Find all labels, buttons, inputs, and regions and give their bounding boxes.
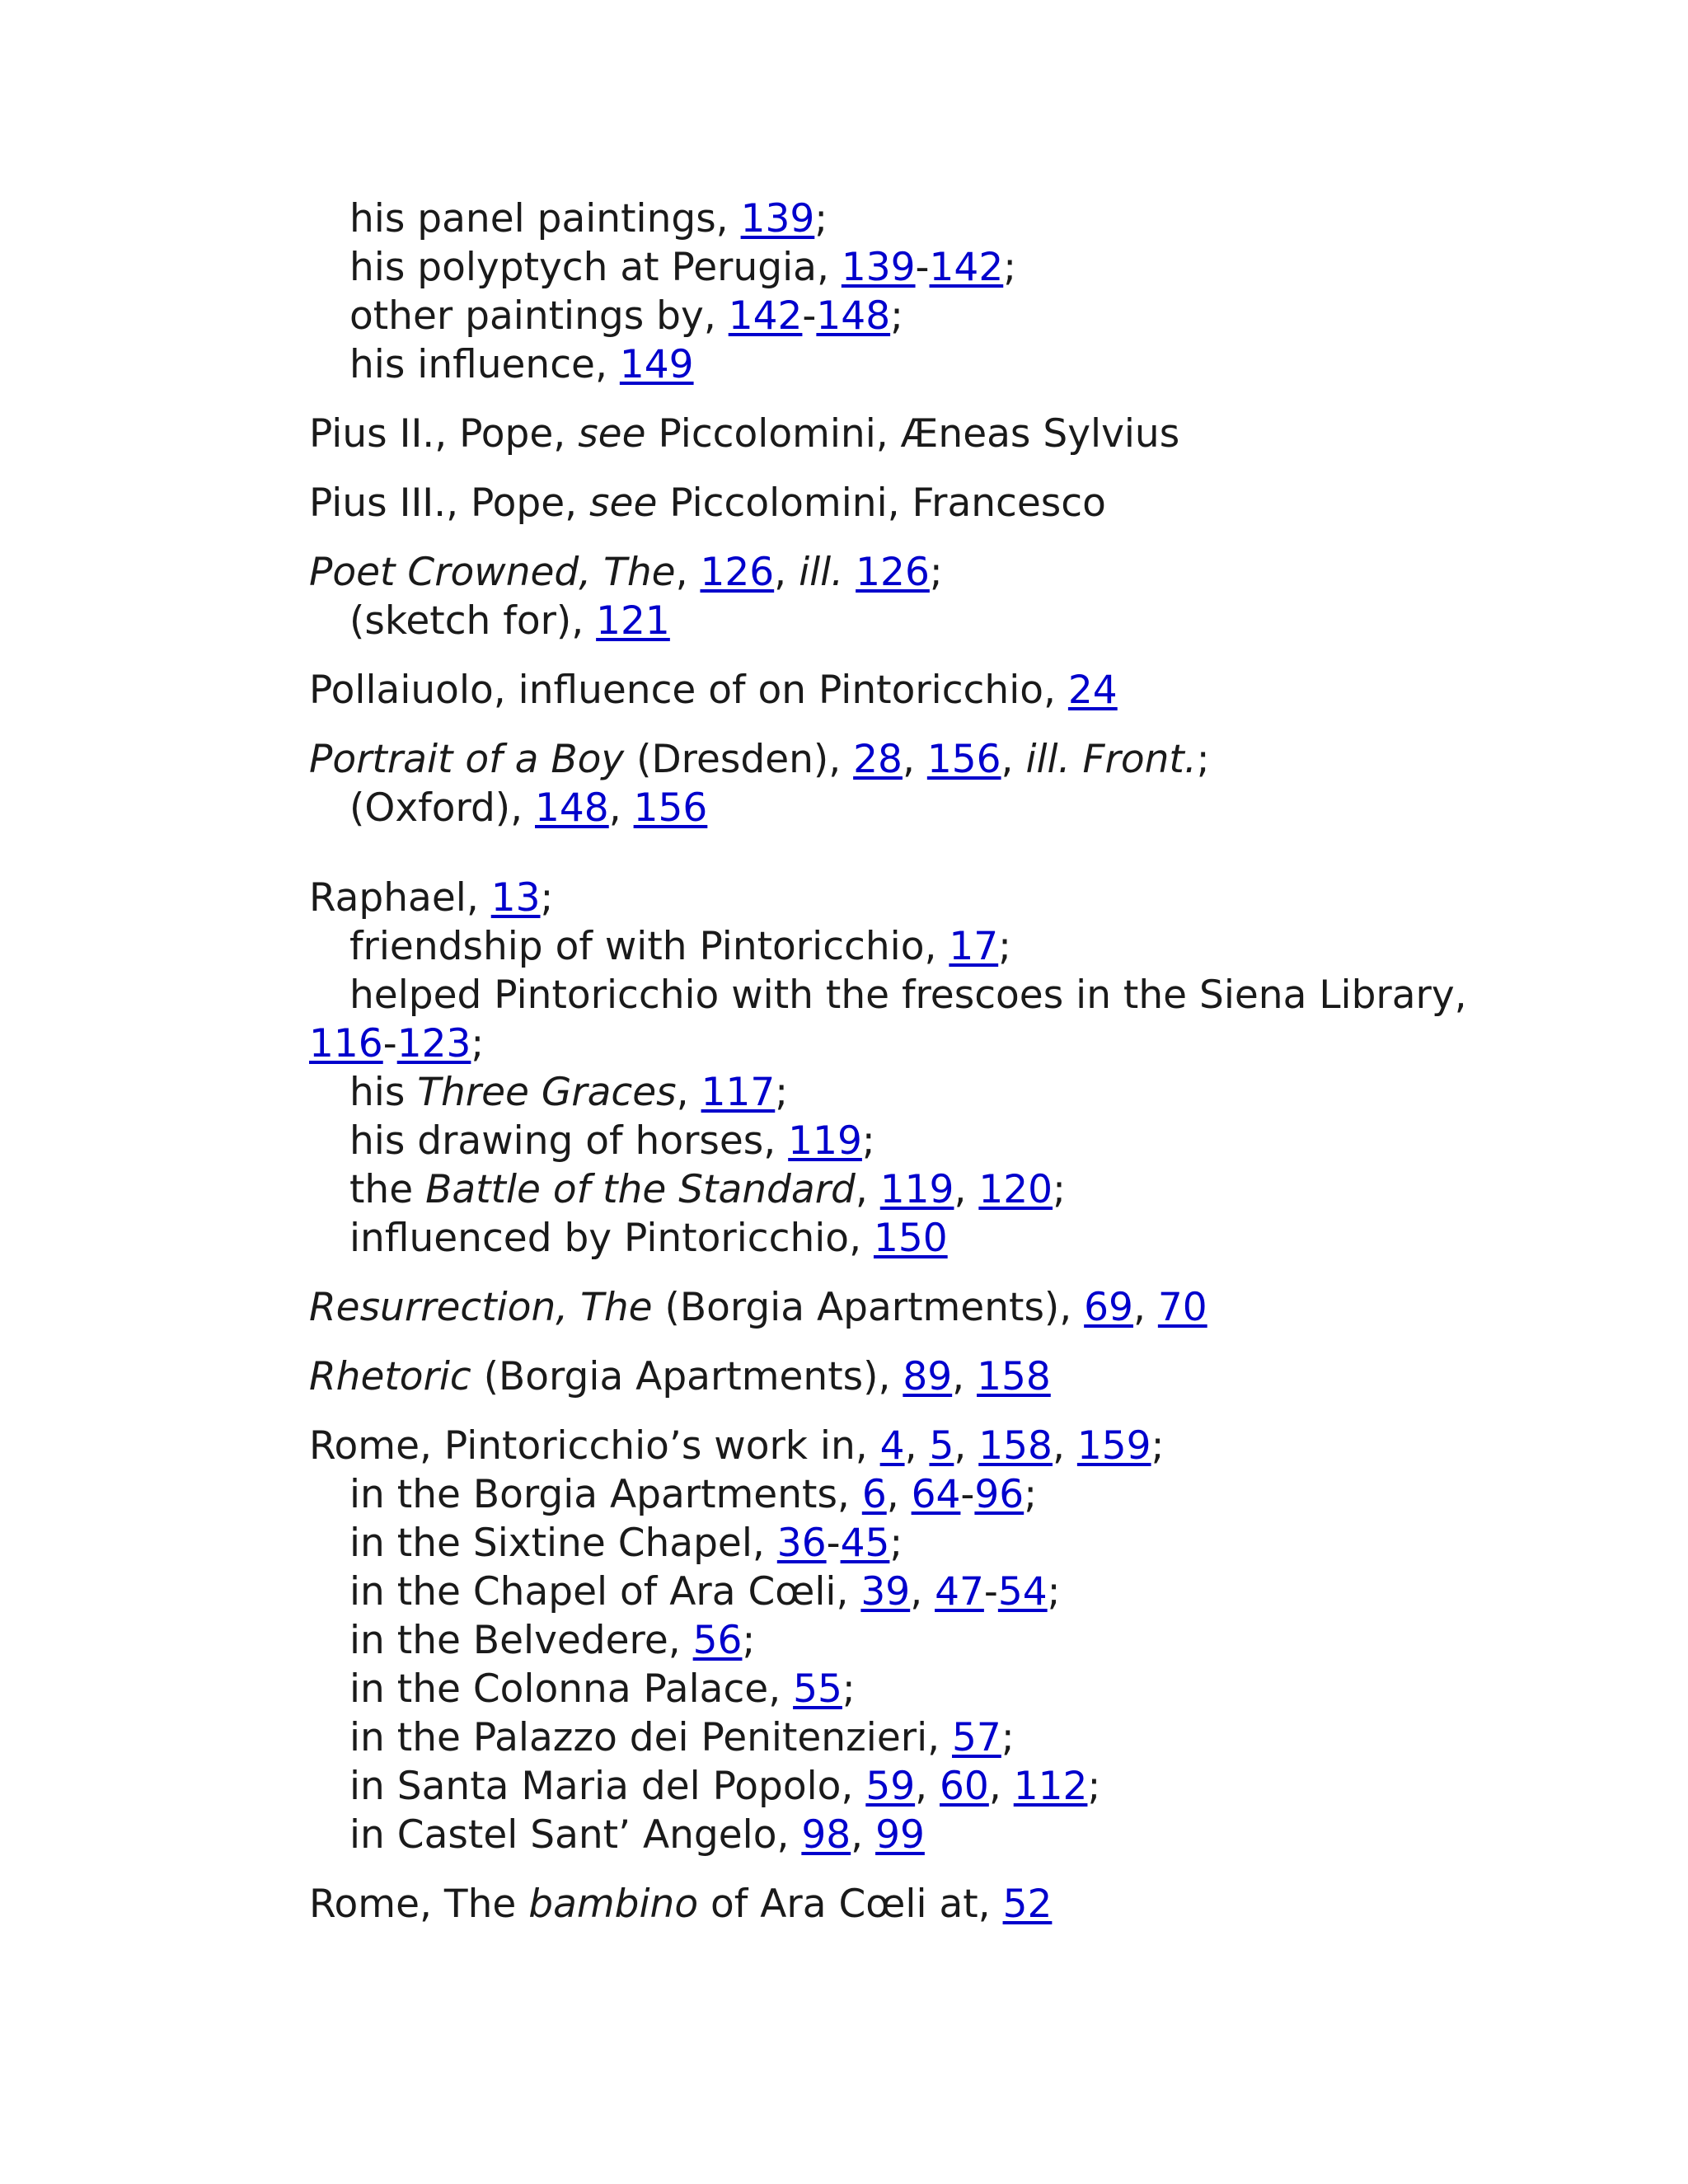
italic-text: Poet Crowned, The: [309, 550, 676, 595]
entry-text: ,: [1001, 737, 1026, 782]
page-number-link[interactable]: 36: [776, 1521, 827, 1566]
entry-text: ;: [540, 875, 554, 921]
page-number-link[interactable]: 158: [977, 1354, 1051, 1399]
entry-text: -: [802, 293, 817, 339]
entry-text: his: [349, 1070, 418, 1115]
entry-text: (Dresden),: [624, 737, 854, 782]
entry-text: ;: [1001, 1715, 1015, 1760]
entry-text: ,: [675, 550, 701, 595]
index-subentry-line: [309, 922, 1628, 971]
entry-text: ;: [814, 196, 828, 241]
entry-text: ;: [1003, 245, 1017, 290]
entry-text: ;: [742, 1618, 756, 1663]
index-subentry-line: [309, 1519, 1628, 1568]
page-number-link[interactable]: 54: [997, 1569, 1048, 1615]
entry-text: ,: [774, 550, 799, 595]
index-subentry-line: [309, 292, 1628, 340]
entry-text: the: [349, 1167, 426, 1212]
index-entry: [309, 1283, 1628, 1332]
entry-text: Pius II., Pope,: [309, 411, 579, 457]
page-number-link[interactable]: 148: [816, 293, 891, 339]
entry-text: Pius III., Pope,: [309, 480, 590, 526]
page-number-link[interactable]: 121: [596, 598, 670, 644]
entry-text: ,: [676, 1070, 701, 1115]
page-number-link[interactable]: 57: [952, 1715, 1001, 1760]
index-subentry-line: [309, 1713, 1628, 1762]
index-subentry-line: [309, 1068, 1628, 1117]
entry-text: ;: [471, 1021, 485, 1066]
italic-text: Three Graces: [417, 1070, 677, 1115]
index-subentry-line: [309, 1762, 1628, 1811]
entry-text: ,: [988, 1764, 1014, 1809]
entry-text: ,: [608, 785, 634, 831]
index-subentry-line: [309, 1568, 1628, 1616]
entry-text: his drawing of horses,: [349, 1118, 789, 1164]
index-entry: [309, 666, 1628, 715]
index-subentry-line: [309, 971, 1628, 1019]
index-subentry-line: [309, 784, 1628, 832]
entry-text: ,: [886, 1472, 912, 1517]
page-number-link[interactable]: 56: [692, 1618, 743, 1663]
entry-text: in the Borgia Apartments,: [349, 1472, 862, 1517]
index-subentry-line: [309, 597, 1628, 645]
entry-text: ,: [1052, 1423, 1077, 1469]
entry-text: ;: [1151, 1423, 1165, 1469]
index-entry: [309, 194, 1628, 389]
page-number-link[interactable]: 13: [490, 875, 541, 921]
entry-text: (Oxford),: [349, 785, 535, 831]
page-number-link[interactable]: 96: [974, 1472, 1025, 1517]
entry-text: ,: [910, 1569, 935, 1615]
entry-text: ,: [1132, 1285, 1158, 1330]
entry-text: ;: [842, 1666, 856, 1712]
page-number-link[interactable]: 119: [788, 1118, 862, 1164]
index-subentry-line: [309, 1214, 1628, 1263]
page-number-link[interactable]: 116: [309, 1021, 383, 1066]
entry-text: ;: [929, 550, 943, 595]
page-number-link[interactable]: 139: [841, 245, 916, 290]
index-entry: [309, 1422, 1628, 1859]
index-entry-line: [309, 1422, 1628, 1470]
entry-text: ,: [851, 1812, 876, 1858]
italic-text: Resurrection, The: [309, 1285, 653, 1330]
index-entry: [309, 410, 1628, 458]
entry-text: -: [960, 1472, 975, 1517]
entry-text: ,: [915, 1764, 940, 1809]
page-number-link[interactable]: 47: [935, 1569, 984, 1615]
index-entry-line: [309, 1352, 1628, 1401]
page-number-link[interactable]: 64: [911, 1472, 961, 1517]
page-number-link[interactable]: 142: [929, 245, 1004, 290]
page-number-link[interactable]: 28: [853, 737, 903, 782]
page-number-link[interactable]: 99: [875, 1812, 925, 1858]
page-number-link[interactable]: 120: [978, 1167, 1053, 1212]
index-subentry-line: [309, 340, 1628, 389]
entry-text: in Castel Sant’ Angelo,: [349, 1812, 802, 1858]
page-number-link[interactable]: 69: [1084, 1285, 1133, 1330]
entry-text: ,: [954, 1167, 979, 1212]
entry-text: ,: [952, 1354, 978, 1399]
italic-text: see: [578, 411, 646, 457]
entry-text: [843, 550, 856, 595]
page-number-link[interactable]: 149: [619, 342, 694, 387]
page-number-link[interactable]: 142: [728, 293, 803, 339]
page-number-link[interactable]: 70: [1157, 1285, 1207, 1330]
entry-text: Raphael,: [309, 875, 491, 921]
entry-text: Rome, The: [309, 1882, 529, 1927]
entry-text: in the Colonna Palace,: [349, 1666, 794, 1712]
entry-text: ;: [1024, 1472, 1038, 1517]
index-subentry-line: [309, 1811, 1628, 1859]
page-number-link[interactable]: 156: [633, 785, 708, 831]
index-entry-line: [309, 1019, 1628, 1068]
page-number-link[interactable]: 148: [535, 785, 609, 831]
page-number-link[interactable]: 139: [740, 196, 815, 241]
entry-text: Piccolomini, Æneas Sylvius: [645, 411, 1180, 457]
page-number-link[interactable]: 39: [860, 1569, 911, 1615]
page-number-link[interactable]: 89: [903, 1354, 953, 1399]
entry-text: Pollaiuolo, influence of on Pintoricchio,: [309, 668, 1068, 713]
page-number-link[interactable]: 24: [1067, 668, 1118, 713]
index-entry: [309, 548, 1628, 645]
entry-text: -: [983, 1569, 998, 1615]
entry-text: -: [915, 245, 930, 290]
page-number-link[interactable]: 60: [940, 1764, 989, 1809]
entry-text: -: [826, 1521, 841, 1566]
index-entry: [309, 735, 1628, 832]
entry-text: ;: [889, 1521, 903, 1566]
entry-text: ;: [1196, 737, 1210, 782]
index-entry-line: [309, 548, 1628, 597]
index-subentry-line: [309, 1117, 1628, 1165]
page-number-link[interactable]: 112: [1013, 1764, 1088, 1809]
entry-text: in the Chapel of Ara Cœli,: [349, 1569, 861, 1615]
entry-text: in Santa Maria del Popolo,: [349, 1764, 866, 1809]
entry-text: in the Belvedere,: [349, 1618, 693, 1663]
page-number-link[interactable]: 150: [873, 1216, 948, 1261]
index-subentry-line: [309, 1616, 1628, 1665]
index-subentry-line: [309, 194, 1628, 243]
index-subentry-line: [309, 1470, 1628, 1519]
index-entry-line: [309, 666, 1628, 715]
italic-text: see: [589, 480, 658, 526]
entry-text: Piccolomini, Francesco: [657, 480, 1106, 526]
index-entry-line: [309, 1880, 1628, 1929]
index-subentry-line: [309, 243, 1628, 292]
entry-text: Rome, Pintoricchio’s work in,: [309, 1423, 880, 1469]
index-entry: [309, 479, 1628, 527]
entry-text: ,: [904, 1423, 930, 1469]
italic-text: Rhetoric: [309, 1354, 471, 1399]
entry-text: ;: [1087, 1764, 1101, 1809]
page-number-link[interactable]: 55: [793, 1666, 842, 1712]
entry-text: influenced by Pintoricchio,: [349, 1216, 874, 1261]
page-number-link[interactable]: 6: [861, 1472, 887, 1517]
index-subentry-line: [309, 1665, 1628, 1713]
entry-text: of Ara Cœli at,: [698, 1882, 1003, 1927]
entry-text: ,: [855, 1167, 880, 1212]
page-number-link[interactable]: 159: [1076, 1423, 1151, 1469]
entry-text: -: [382, 1021, 397, 1066]
index-entry-line: [309, 735, 1628, 784]
entry-text: ;: [1053, 1167, 1066, 1212]
page-number-link[interactable]: 52: [1002, 1882, 1053, 1927]
entry-text: ;: [998, 924, 1012, 969]
page-number-link[interactable]: 119: [879, 1167, 954, 1212]
entry-text: in the Palazzo dei Penitenzieri,: [349, 1715, 953, 1760]
page-number-link[interactable]: 98: [801, 1812, 851, 1858]
entry-text: (sketch for),: [349, 598, 597, 644]
entry-text: ;: [775, 1070, 789, 1115]
entry-text: his panel paintings,: [349, 196, 741, 241]
index-entry: [309, 1352, 1628, 1401]
index-entry: [309, 1880, 1628, 1929]
page-number-link[interactable]: 117: [701, 1070, 776, 1115]
italic-text: Battle of the Standard: [425, 1167, 856, 1212]
entry-text: ;: [1047, 1569, 1061, 1615]
entry-text: friendship of with Pintoricchio,: [349, 924, 950, 969]
entry-text: ,: [902, 737, 927, 782]
entry-text: other paintings by,: [349, 293, 729, 339]
page-number-link[interactable]: 45: [840, 1521, 890, 1566]
page-number-link[interactable]: 126: [856, 550, 930, 595]
entry-text: (Borgia Apartments),: [652, 1285, 1085, 1330]
entry-text: (Borgia Apartments),: [471, 1354, 903, 1399]
index-entry-line: [309, 874, 1628, 922]
page-number-link[interactable]: 156: [926, 737, 1001, 782]
italic-text: bambino: [528, 1882, 699, 1927]
entry-text: helped Pintoricchio with the frescoes in the Siena Library,: [349, 972, 1467, 1018]
page-number-link[interactable]: 5: [929, 1423, 954, 1469]
entry-text: ;: [890, 293, 903, 339]
index-page: [309, 194, 1628, 1949]
italic-text: Portrait of a Boy: [309, 737, 625, 782]
index-entry-line: [309, 410, 1628, 458]
entry-text: ;: [861, 1118, 875, 1164]
page-number-link[interactable]: 4: [879, 1423, 905, 1469]
page-number-link[interactable]: 17: [949, 924, 999, 969]
page-number-link[interactable]: 123: [396, 1021, 471, 1066]
index-subentry-line: [309, 1165, 1628, 1214]
entry-text: his polyptych at Perugia,: [349, 245, 842, 290]
page-number-link[interactable]: 59: [865, 1764, 916, 1809]
entry-text: his influence,: [349, 342, 620, 387]
index-entry: [309, 874, 1628, 1263]
italic-text: ill. Front.: [1025, 737, 1197, 782]
index-entry-line: [309, 479, 1628, 527]
page-number-link[interactable]: 158: [978, 1423, 1053, 1469]
italic-text: ill.: [799, 550, 844, 595]
entry-text: ,: [954, 1423, 979, 1469]
entry-text: in the Sixtine Chapel,: [349, 1521, 777, 1566]
page-number-link[interactable]: 126: [700, 550, 775, 595]
index-entry-line: [309, 1283, 1628, 1332]
